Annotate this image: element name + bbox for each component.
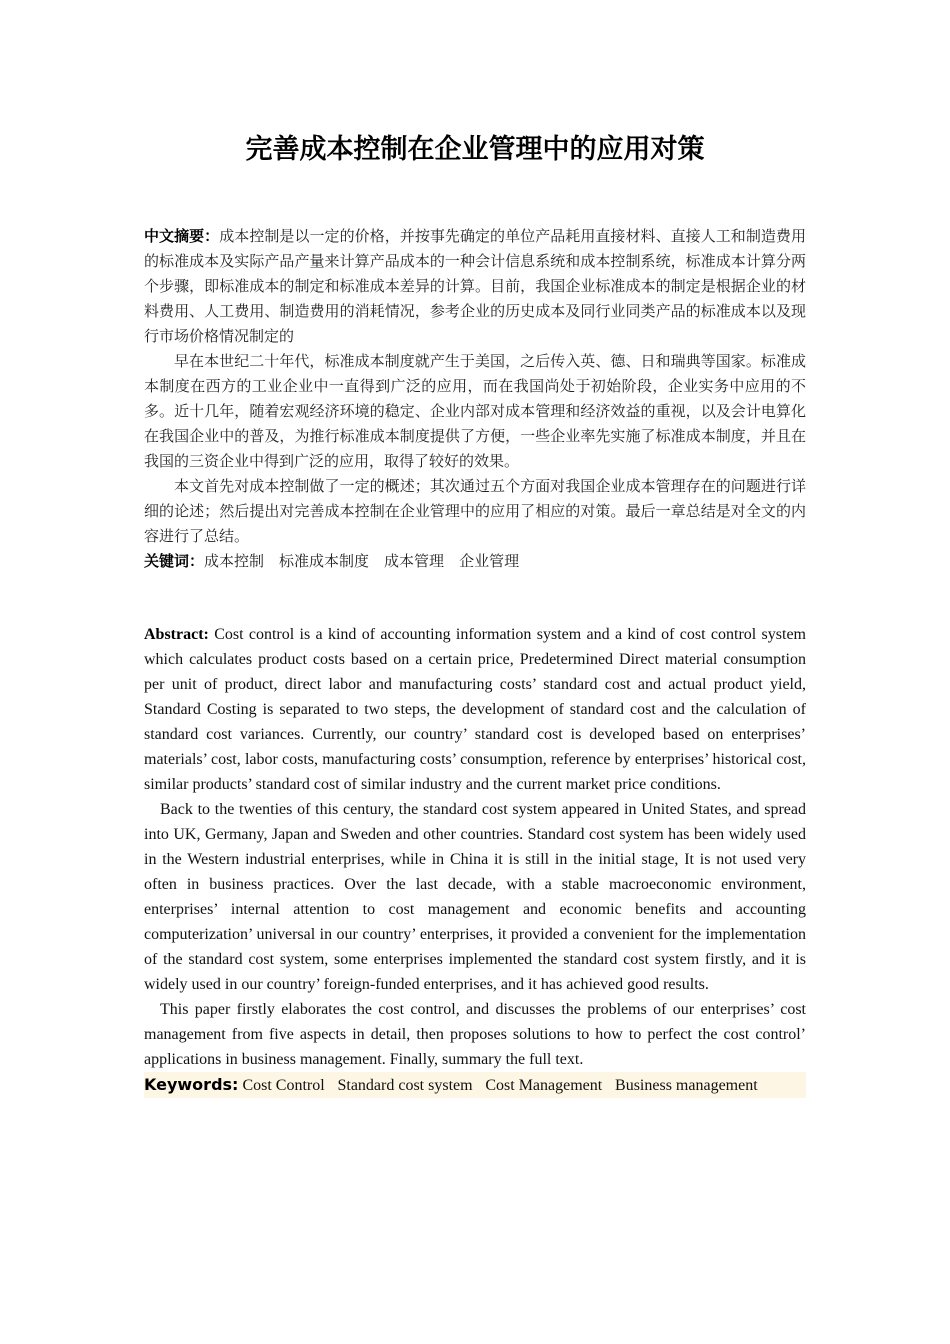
english-abstract-paragraph-1 [144,622,806,797]
chinese-keyword: 企业管理 [459,552,520,570]
english-keywords-line [144,1072,806,1098]
english-keyword: Cost Control [242,1077,325,1094]
chinese-keyword: 成本管理 [384,552,445,570]
english-abstract-text-1: Cost control is a kind of accounting information system and a kind of cost control system which calculates product costs based on a certain price, Predetermined Direct material consumption per unit of product, direct labor and manufacturing costs’ standard cost and actual product yield, Standard Costing is separated to two steps, the development of standard cost and the calculation of standard cost variances. Currently, our country’ standard cost is developed based on enterprises’ materials’ cost, labor costs, manufacturing costs’ consumption, reference by enterprises’ historical cost, similar products’ standard cost of similar industry and the current market price conditions. [144,626,807,793]
chinese-keyword: 成本控制 [204,552,265,570]
chinese-keyword: 标准成本制度 [279,552,370,570]
english-keyword: Cost Management [485,1077,603,1094]
document-title: 完善成本控制在企业管理中的应用对策 [245,134,705,165]
english-keywords-label: Keywords: [144,1075,239,1094]
chinese-abstract-label: 中文摘要： [144,227,220,245]
chinese-abstract-paragraph-1 [144,224,806,349]
english-abstract-paragraph-2: Back to the twenties of this century, the standard cost system appeared in United States, and spread into UK, Germany, Japan and Sweden and other countries. Standard cost system has been widely used in the Western industrial enterprises, while in China it is still in the initial stage, It is not used very often in business practices. Over the last decade, with a stable macroeconomic environment, enterprises’ internal attention to cost management and economic benefits and accounting computerization’ universal in our country’ enterprises, it provided a convenient for the implementation of the standard cost system, some enterprises implemented the standard cost system firstly, and it is widely used in our country’ foreign-funded enterprises, and it has achieved good results. [144,801,806,993]
chinese-abstract-paragraph-2: 早在本世纪二十年代，标准成本制度就产生于美国，之后传入英、德、日和瑞典等国家。标准成本制度在西方的工业企业中一直得到广泛的应用，而在我国尚处于初始阶段，企业实务中应用的不多。近十几年，随着宏观经济环境的稳定、企业内部对成本管理和经济效益的重视，以及会计电算化在我国企业中的普及，为推行标准成本制度提供了方便，一些企业率先实施了标准成本制度，并且在我国的三资企业中得到广泛的应用，取得了较好的效果。 [144,352,806,470]
english-keyword: Business management [615,1077,758,1094]
chinese-abstract-paragraph-3: 本文首先对成本控制做了一定的概述；其次通过五个方面对我国企业成本管理存在的问题进行详细的论述；然后提出对完善成本控制在企业管理中的应用了相应的对策。最后一章总结是对全文的内容进行了总结。 [144,477,806,545]
chinese-keywords-label: 关键词： [144,552,205,570]
english-abstract-paragraph-3: This paper firstly elaborates the cost control, and discusses the problems of our enterprises’ cost management from five aspects in detail, then proposes solutions to how to perfect the cost control’ applications in business management. Finally, summary the full text. [144,1001,806,1068]
english-keyword: Standard cost system [337,1077,473,1094]
english-abstract-section [144,622,806,1098]
english-abstract-label: Abstract: [144,626,209,643]
chinese-keywords-line [144,549,806,574]
chinese-abstract-text-1: 成本控制是以一定的价格，并按事先确定的单位产品耗用直接材料、直接人工和制造费用的标准成本及实际产品产量来计算产品成本的一种会计信息系统和成本控制系统，标准成本计算分两个步骤，即标准成本的制定和标准成本差异的计算。目前，我国企业标准成本的制定是根据企业的材料费用、人工费用、制造费用的消耗情况，参考企业的历史成本及同行业同类产品的标准成本以及现行市场价格情况制定的 [144,227,806,345]
chinese-abstract-section [144,224,806,574]
